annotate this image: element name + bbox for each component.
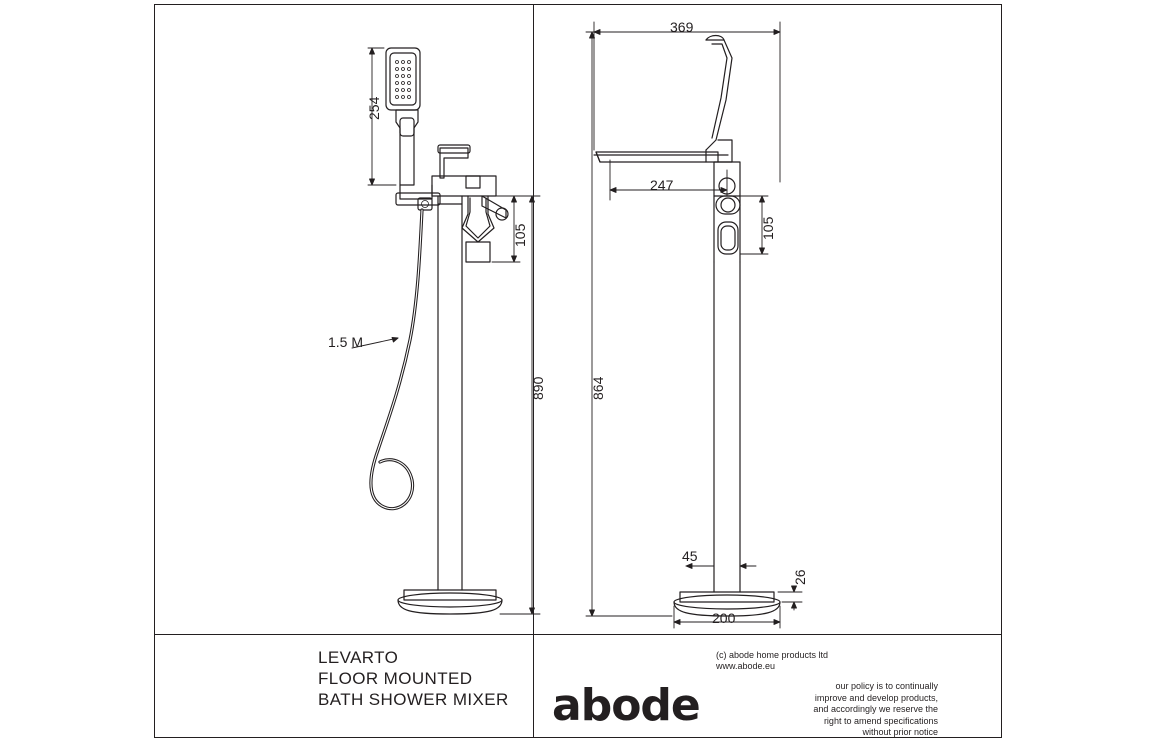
title-block-divider-vertical (533, 634, 534, 737)
dim-spout-height-offset: 105 (512, 223, 528, 247)
brand-logo: abode (552, 680, 700, 731)
policy-line-1: our policy is to continually (835, 681, 938, 691)
title-block-product-title (318, 647, 509, 710)
dim-body-height: 864 (590, 376, 606, 400)
policy-line-5: without prior notice (862, 727, 938, 737)
title-line-3: BATH SHOWER MIXER (318, 690, 509, 709)
title-block-divider-horizontal (155, 634, 1001, 635)
policy-block (700, 681, 938, 739)
title-line-1: LEVARTO (318, 648, 399, 667)
policy-line-2: improve and develop products, (814, 692, 938, 703)
dim-base-diameter: 200 (712, 610, 736, 626)
website-line: www.abode.eu (716, 661, 776, 671)
dim-column-diameter: 45 (682, 548, 698, 564)
drawing-frame (154, 4, 1002, 738)
dim-spout-reach: 247 (650, 177, 674, 193)
dim-spout-reach-total: 369 (670, 19, 694, 35)
dim-hose-length: 1.5 M (328, 334, 364, 350)
dim-handle-height: 105 (760, 216, 776, 240)
view-divider (533, 5, 534, 634)
dim-overall-height: 890 (530, 376, 546, 400)
title-line-2: FLOOR MOUNTED (318, 669, 473, 688)
dim-base-thickness: 26 (792, 569, 808, 585)
copyright-block (716, 650, 936, 672)
policy-line-3: and accordingly we reserve the (813, 704, 938, 714)
dim-handset-height: 254 (366, 96, 382, 120)
policy-line-4: right to amend specifications (823, 715, 938, 726)
copyright-line: (c) abode home products ltd (716, 650, 829, 660)
